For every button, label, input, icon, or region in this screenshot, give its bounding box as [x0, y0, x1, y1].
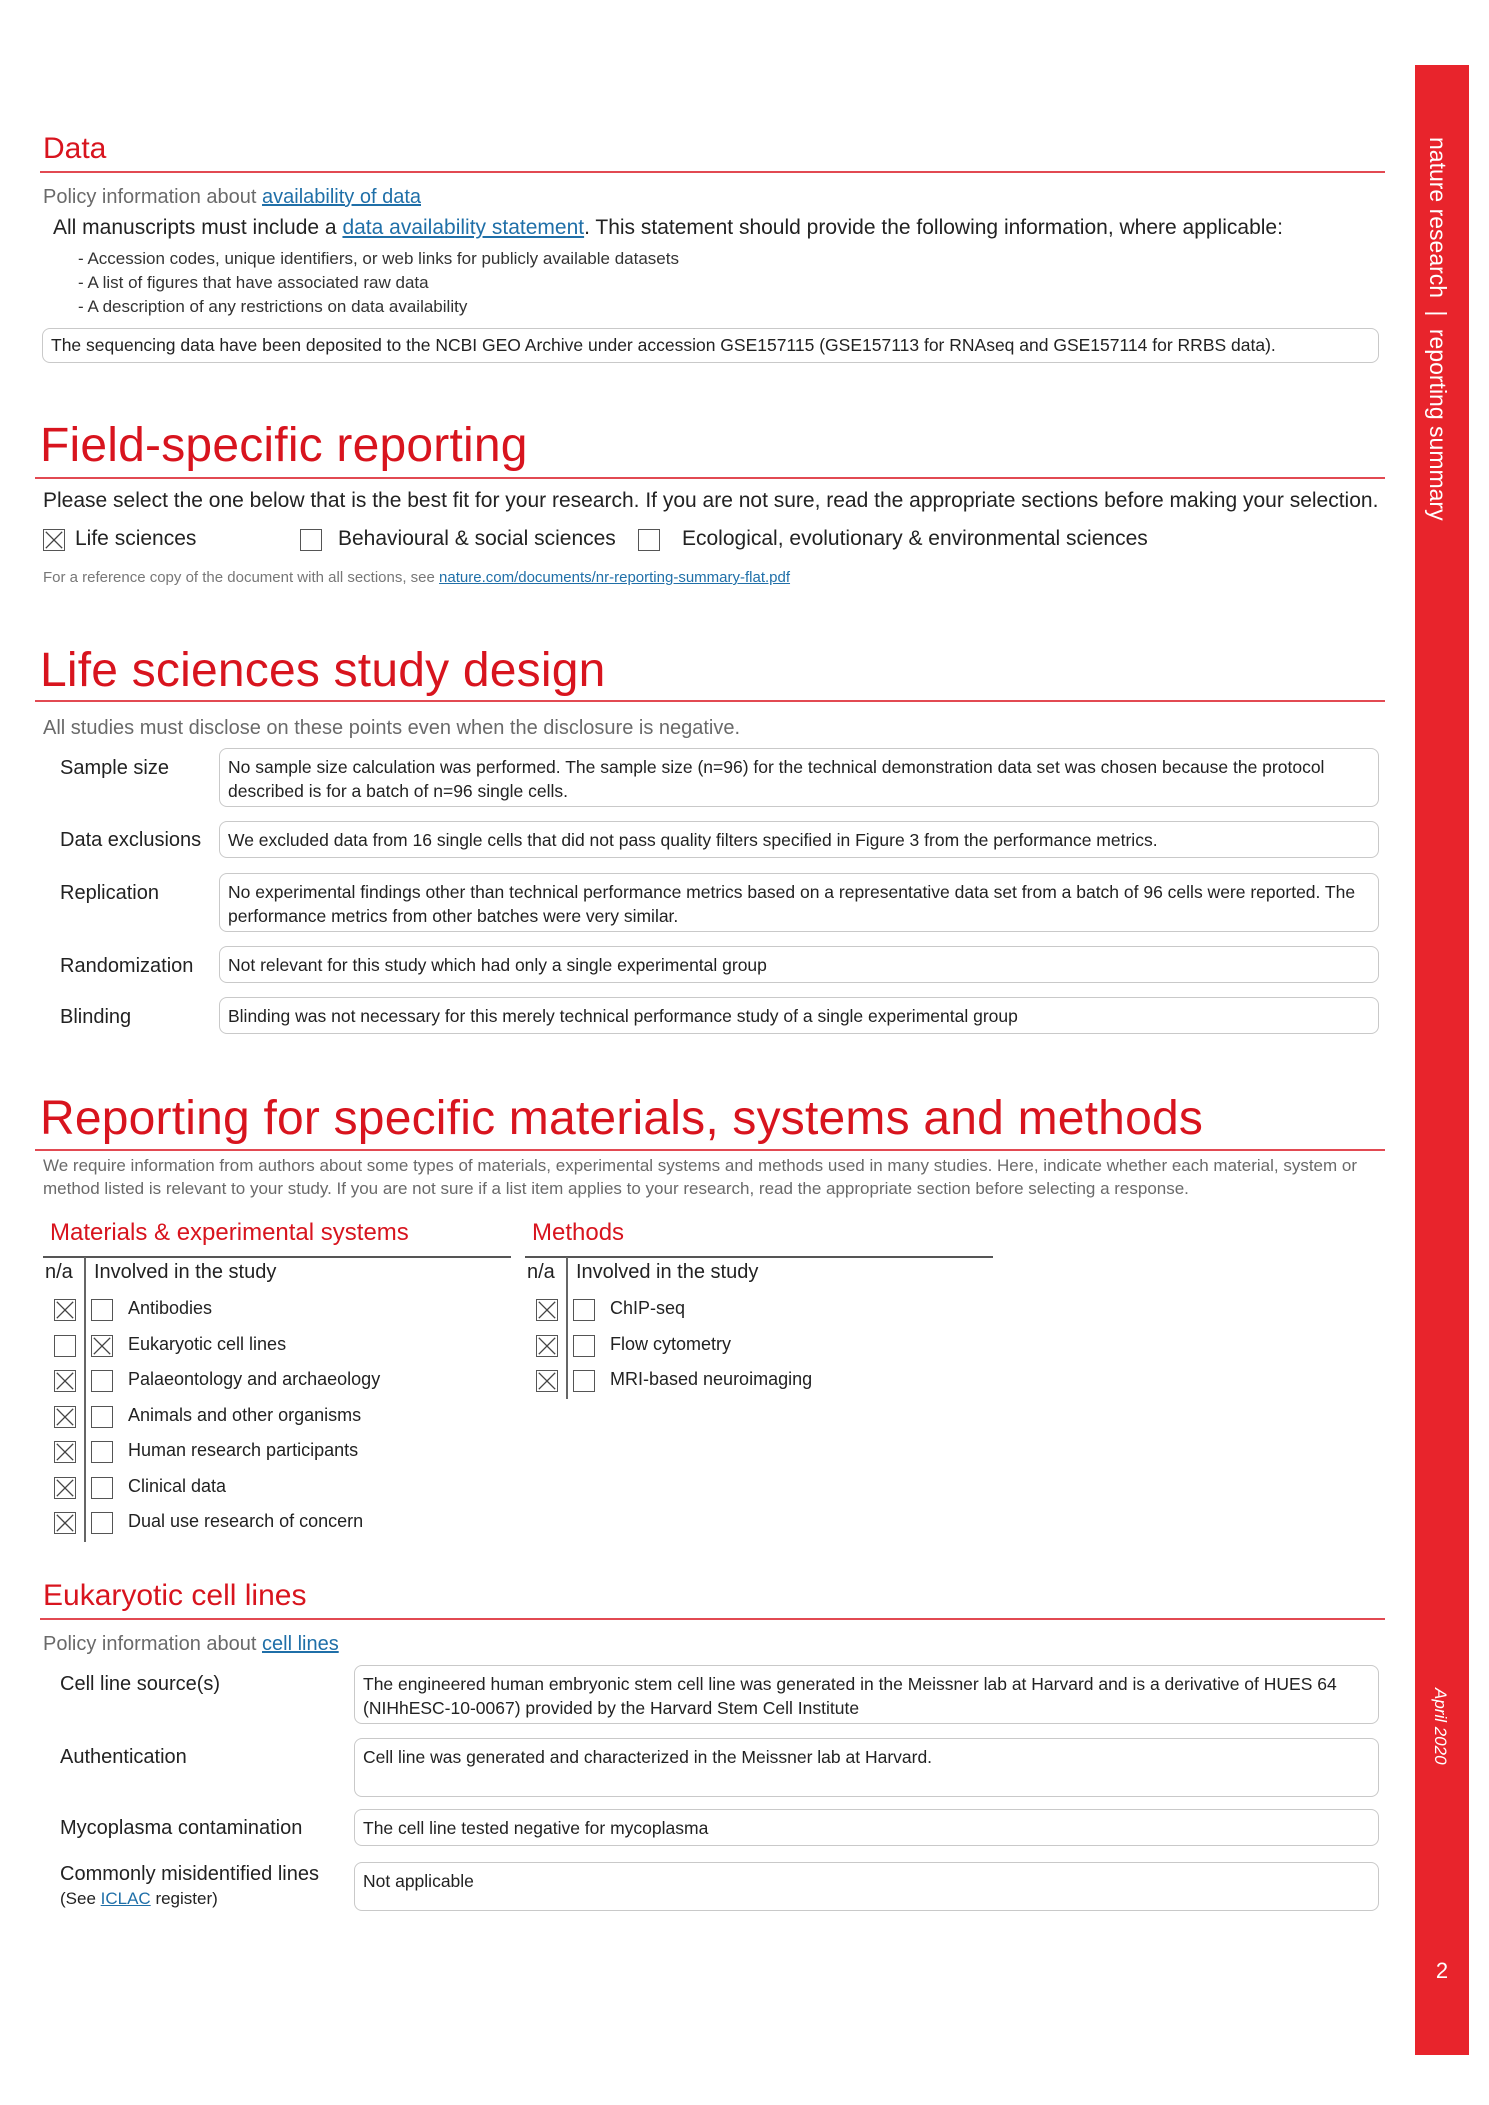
involved-checkbox[interactable]: [91, 1370, 113, 1392]
iclac-register-note: [60, 1889, 218, 1909]
ecological-sciences-label: Ecological, evolutionary & environmental sciences: [682, 527, 1148, 550]
involved-checkbox[interactable]: [573, 1370, 595, 1392]
study-design-subtitle: All studies must disclose on these points even when the disclosure is negative.: [43, 717, 741, 739]
study-item-label: Palaeontology and archaeology: [128, 1369, 381, 1389]
cell-lines-title: Eukaryotic cell lines: [43, 1579, 307, 1612]
study-item-label: ChIP-seq: [610, 1298, 686, 1318]
na-checkbox[interactable]: [54, 1299, 76, 1321]
cell-lines-policy-prefix: Policy information about: [43, 1633, 263, 1655]
cell-lines-rule: [40, 1618, 1385, 1620]
sidebar-brand-line: [1424, 137, 1451, 521]
cell-lines-link[interactable]: cell lines: [262, 1633, 339, 1655]
iclac-prefix: (See: [60, 1889, 101, 1908]
authentication-label: Authentication: [60, 1746, 187, 1768]
data-statement-suffix: . This statement should provide the following information, where applicable:: [584, 216, 1283, 239]
methods-table-rule: [525, 1256, 993, 1258]
sidebar-separator: |: [1425, 310, 1451, 317]
sidebar-band: [1415, 65, 1469, 2055]
involved-checkbox[interactable]: [91, 1512, 113, 1534]
blinding-label: Blinding: [60, 1006, 132, 1028]
sample-size-answer[interactable]: No sample size calculation was performed. The sample size (n=96) for the technical demonstration data set was chosen because the protocol described is for a batch of n=96 single cells.: [219, 748, 1379, 807]
na-checkbox[interactable]: [54, 1406, 76, 1428]
cell-lines-policy-line: [43, 1633, 339, 1656]
na-checkbox[interactable]: [536, 1335, 558, 1357]
data-policy-prefix: Policy information about: [43, 186, 263, 208]
authentication-answer[interactable]: Cell line was generated and characterized in the Meissner lab at Harvard.: [354, 1738, 1379, 1797]
materials-table-divider: [84, 1257, 86, 1542]
blinding-answer[interactable]: Blinding was not necessary for this merely technical performance study of a single experimental group: [219, 997, 1379, 1034]
materials-rule: [35, 1149, 1385, 1151]
checkbox-cross-icon: [55, 1478, 75, 1498]
data-statement-line: [53, 216, 1283, 240]
study-item-label: Flow cytometry: [610, 1334, 732, 1354]
randomization-label: Randomization: [60, 955, 194, 977]
na-checkbox[interactable]: [54, 1335, 76, 1357]
materials-col-na: n/a: [45, 1261, 73, 1283]
materials-table-rule: [43, 1256, 511, 1258]
methods-col-involved: Involved in the study: [576, 1261, 759, 1283]
study-item-label: Clinical data: [128, 1476, 227, 1496]
methods-title: Methods: [532, 1219, 625, 1246]
na-checkbox[interactable]: [54, 1370, 76, 1392]
data-exclusions-label: Data exclusions: [60, 829, 202, 851]
checkbox-cross-icon: [55, 1300, 75, 1320]
sidebar-date: April 2020: [1431, 1688, 1450, 1765]
involved-checkbox[interactable]: [91, 1441, 113, 1463]
na-checkbox[interactable]: [536, 1370, 558, 1392]
na-checkbox[interactable]: [54, 1477, 76, 1499]
data-bullet: - A list of figures that have associated raw data: [78, 273, 429, 292]
data-section-title: Data: [43, 132, 107, 165]
na-checkbox[interactable]: [54, 1441, 76, 1463]
checkbox-cross-icon: [55, 1407, 75, 1427]
methods-col-na: n/a: [527, 1261, 555, 1283]
checkbox-cross-icon: [92, 1336, 112, 1356]
reference-copy-prefix: For a reference copy of the document with all sections, see: [43, 569, 440, 586]
materials-title: Reporting for specific materials, systems and methods: [40, 1092, 1204, 1145]
materials-col-involved: Involved in the study: [94, 1261, 277, 1283]
field-specific-title: Field-specific reporting: [40, 419, 528, 472]
materials-systems-title: Materials & experimental systems: [50, 1219, 409, 1246]
reporting-summary-pdf-link[interactable]: nature.com/documents/nr-reporting-summary-flat.pdf: [439, 569, 791, 586]
replication-label: Replication: [60, 882, 159, 904]
sidebar-brand: nature research: [1425, 137, 1451, 299]
checkbox-cross-icon: [55, 1442, 75, 1462]
sample-size-label: Sample size: [60, 757, 169, 779]
availability-of-data-link[interactable]: availability of data: [262, 186, 421, 208]
ecological-sciences-checkbox[interactable]: [638, 529, 660, 551]
checkbox-cross-icon: [537, 1371, 557, 1391]
data-availability-answer[interactable]: The sequencing data have been deposited to the NCBI GEO Archive under accession GSE157115 (GSE157113 for RNAseq and GSE157114 for RRBS data).: [42, 328, 1379, 363]
checkbox-cross-icon: [537, 1336, 557, 1356]
behavioural-social-sciences-label: Behavioural & social sciences: [338, 527, 616, 550]
data-bullets: [78, 247, 679, 319]
checkbox-cross-icon: [44, 530, 64, 550]
study-item-label: Antibodies: [128, 1298, 213, 1318]
study-item-label: Eukaryotic cell lines: [128, 1334, 287, 1354]
iclac-suffix: register): [150, 1889, 218, 1908]
study-item-label: Dual use research of concern: [128, 1511, 364, 1531]
na-checkbox[interactable]: [536, 1299, 558, 1321]
cell-line-source-label: Cell line source(s): [60, 1673, 221, 1695]
study-design-rule: [35, 700, 1385, 702]
behavioural-social-sciences-checkbox[interactable]: [300, 529, 322, 551]
involved-checkbox[interactable]: [91, 1477, 113, 1499]
replication-answer[interactable]: No experimental findings other than technical performance metrics based on a representative data set from a batch of 96 cells were reported. The performance metrics from other batches were very similar.: [219, 873, 1379, 932]
involved-checkbox[interactable]: [573, 1299, 595, 1321]
data-exclusions-answer[interactable]: We excluded data from 16 single cells that did not pass quality filters specified in Figure 3 from the performance metrics.: [219, 821, 1379, 858]
misidentified-lines-answer[interactable]: Not applicable: [354, 1862, 1379, 1911]
mycoplasma-answer[interactable]: The cell line tested negative for mycoplasma: [354, 1809, 1379, 1846]
involved-checkbox[interactable]: [573, 1335, 595, 1357]
na-checkbox[interactable]: [54, 1512, 76, 1534]
randomization-answer[interactable]: Not relevant for this study which had only a single experimental group: [219, 946, 1379, 983]
misidentified-lines-label: Commonly misidentified lines: [60, 1863, 319, 1885]
data-statement-prefix: All manuscripts must include a: [53, 216, 343, 239]
mycoplasma-label: Mycoplasma contamination: [60, 1817, 303, 1839]
checkbox-cross-icon: [55, 1513, 75, 1533]
study-item-label: MRI-based neuroimaging: [610, 1369, 813, 1389]
data-availability-statement-link[interactable]: data availability statement: [342, 216, 585, 239]
sidebar-section: reporting summary: [1425, 328, 1451, 521]
page-number: 2: [1435, 1958, 1449, 1983]
field-specific-instruction: Please select the one below that is the best fit for your research. If you are not sure, read the appropriate sections before making your selection.: [43, 489, 1379, 512]
methods-table-divider: [566, 1257, 568, 1399]
data-bullet: - A description of any restrictions on data availability: [78, 297, 468, 316]
involved-checkbox[interactable]: [91, 1406, 113, 1428]
cell-line-source-answer[interactable]: The engineered human embryonic stem cell line was generated in the Meissner lab at Harvard and is a derivative of HUES 64 (NIHhESC-10-0067) provided by the Harvard Stem Cell Institute: [354, 1665, 1379, 1724]
life-sciences-checkbox[interactable]: [43, 529, 65, 551]
data-bullet: - Accession codes, unique identifiers, or web links for publicly available datasets: [78, 249, 679, 268]
materials-intro: We require information from authors about some types of materials, experimental systems and methods used in many studies. Here, indicate whether each material, system or method listed is relevant to your study. If you are not sure if a list item applies to your research, read the appropriate section before selecting a response.: [43, 1156, 1358, 1198]
study-design-title: Life sciences study design: [40, 644, 606, 697]
life-sciences-label: Life sciences: [75, 527, 197, 550]
data-section-rule: [40, 171, 1385, 173]
checkbox-cross-icon: [537, 1300, 557, 1320]
study-item-label: Human research participants: [128, 1440, 359, 1460]
study-item-label: Animals and other organisms: [128, 1405, 362, 1425]
iclac-link[interactable]: ICLAC: [100, 1889, 151, 1908]
involved-checkbox[interactable]: [91, 1335, 113, 1357]
involved-checkbox[interactable]: [91, 1299, 113, 1321]
field-specific-rule: [35, 477, 1385, 479]
reference-copy-line: [43, 569, 790, 586]
data-policy-line: [43, 186, 421, 209]
checkbox-cross-icon: [55, 1371, 75, 1391]
